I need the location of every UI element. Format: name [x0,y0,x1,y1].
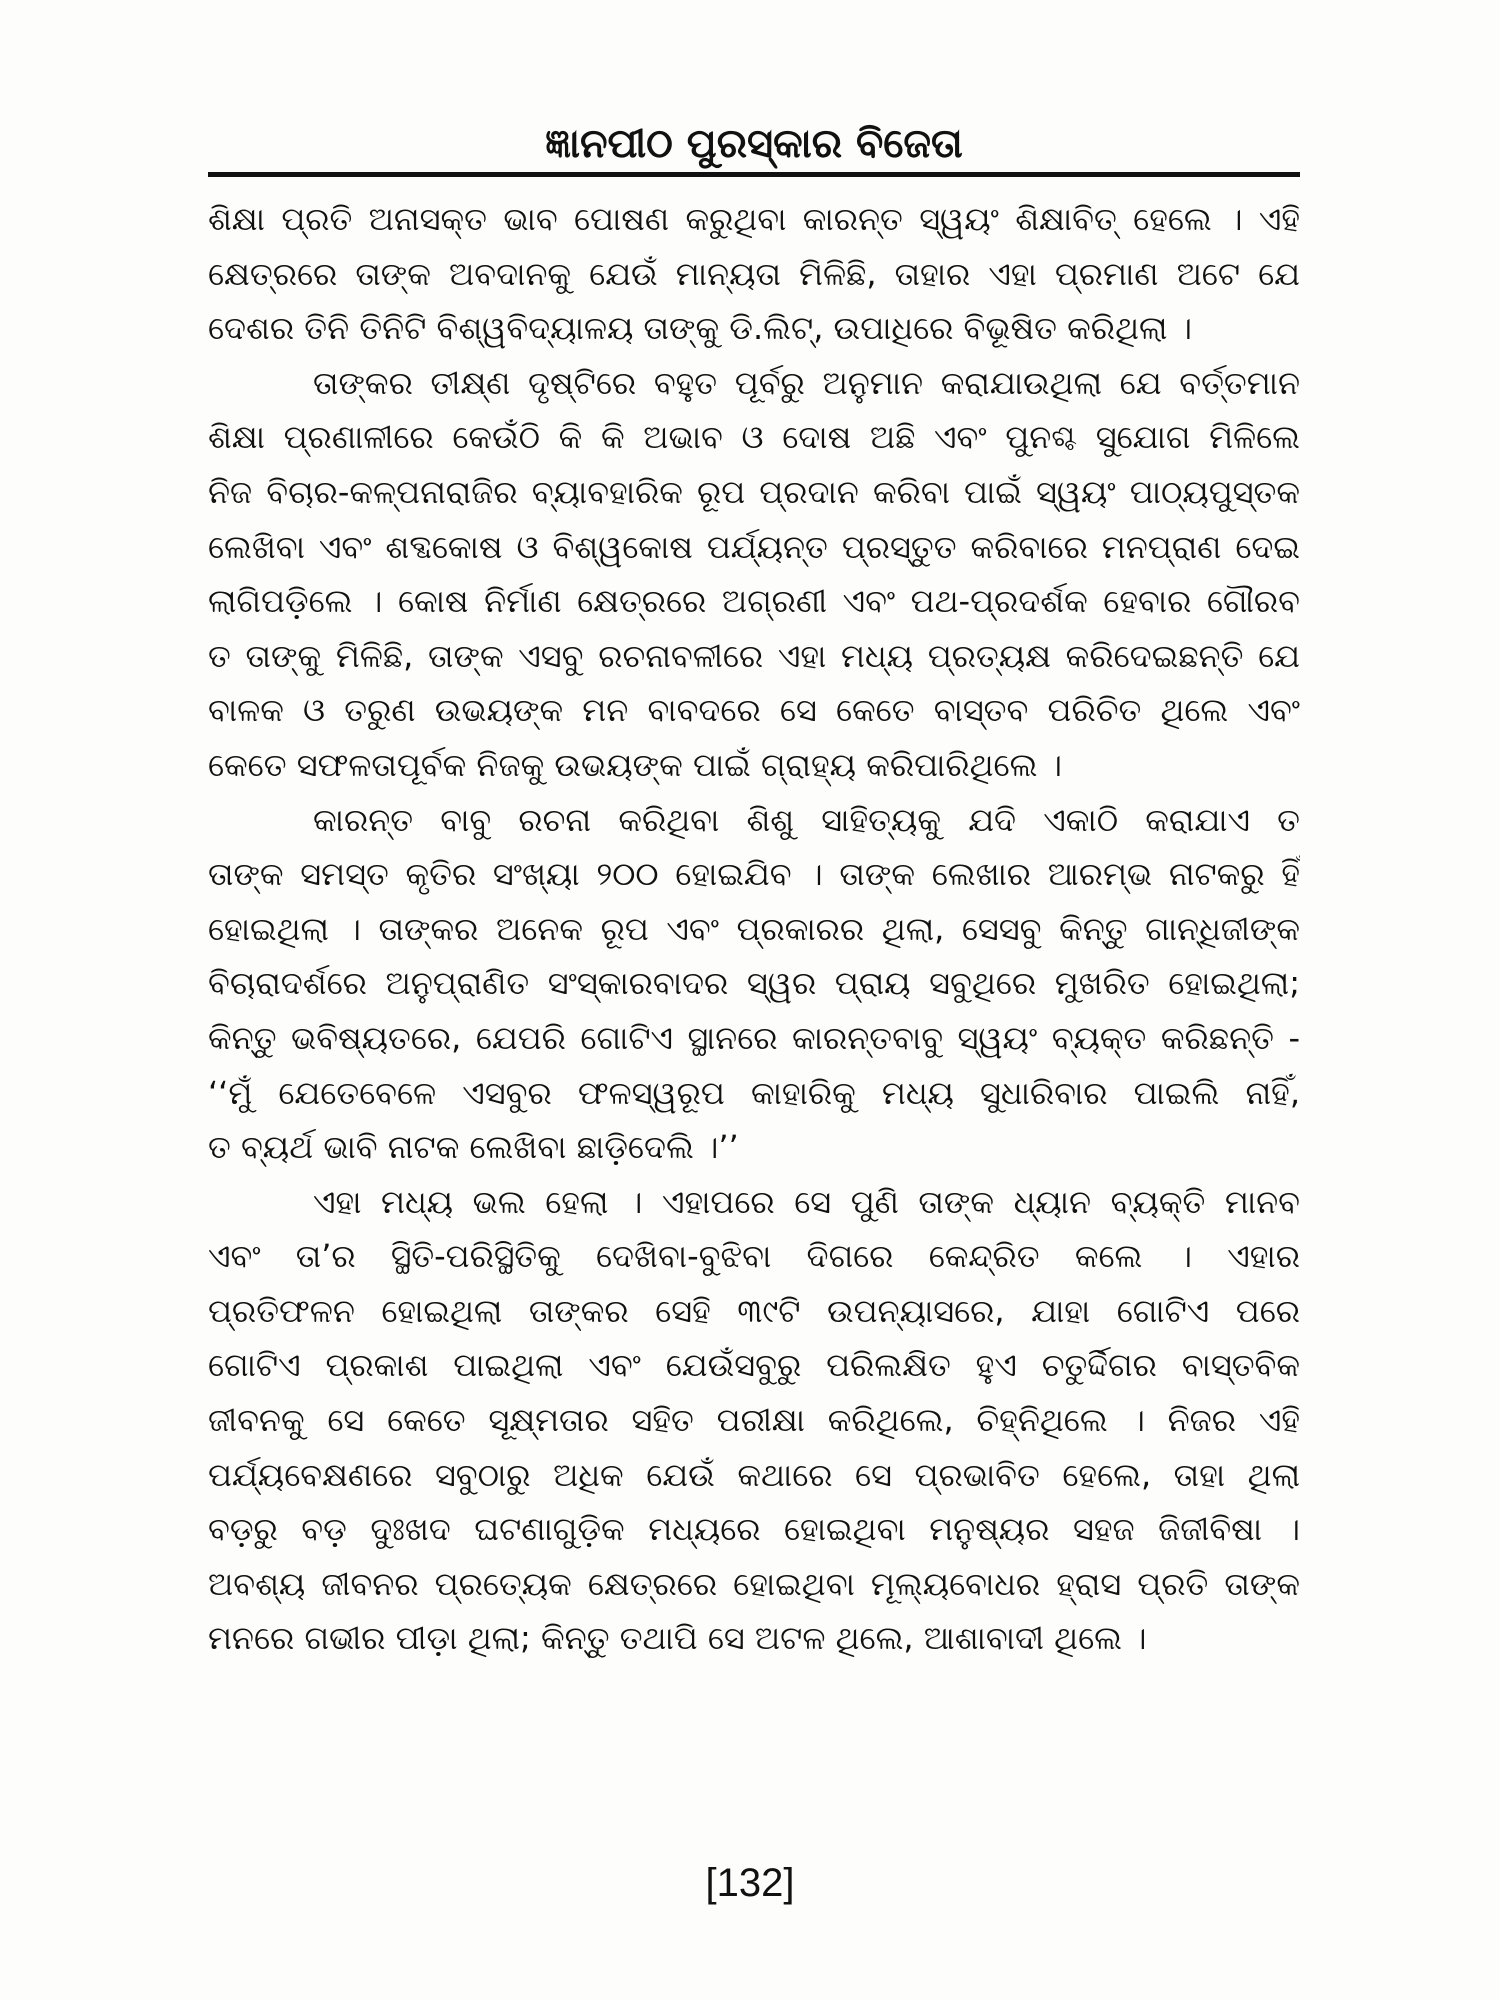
text-line: ତାଙ୍କ ସମସ୍ତ କୃତିର ସଂଖ୍ୟା ୨୦୦ ହୋଇଯିବ । ତାଙ୍କ ଲେଖାର ଆରମ୍ଭ ନାଟକରୁ ହିଁ [208,855,1300,894]
text-line: ଅବଶ୍ୟ ଜୀବନର ପ୍ରତ୍ୟେକ କ୍ଷେତ୍ରରେ ହୋଇଥିବା ମୂଲ୍ୟବୋଧର ହ୍ରାସ ପ୍ରତି ତାଙ୍କ [208,1564,1300,1603]
text-line: କାରନ୍ତ ବାବୁ ରଚନା କରିଥିବା ଶିଶୁ ସାହିତ୍ୟକୁ ଯଦି ଏକାଠି କରାଯାଏ ତ [313,800,1300,839]
text-line: ଶିକ୍ଷା ପ୍ରତି ଅନାସକ୍ତ ଭାବ ପୋଷଣ କରୁଥିବା କାରନ୍ତ ସ୍ୱୟଂ ଶିକ୍ଷାବିତ୍ ହେଲେ । ଏହି [208,200,1300,238]
text-line: ଦେଶର ତିନି ତିନିଟି ବିଶ୍ୱବିଦ୍ୟାଳୟ ତାଙ୍କୁ ଡି.ଲିଟ୍, ଉପାଧିରେ ବିଭୂଷିତ କରିଥିଲା । [208,309,1192,348]
text-line: ବଡ଼ରୁ ବଡ଼ ଦୁଃଖଦ ଘଟଣାଗୁଡ଼ିକ ମଧ୍ୟରେ ହୋଇଥିବା ମନୁଷ୍ୟର ସହଜ ଜିଜୀବିଷା । [208,1510,1300,1549]
text-line: କେତେ ସଫଳତାପୂର୍ବକ ନିଜକୁ ଉଭୟଙ୍କ ପାଇଁ ଗ୍ରାହ୍ୟ କରିପାରିଥିଲେ । [208,745,1062,784]
text-line: ତ ତାଙ୍କୁ ମିଳିଛି, ତାଙ୍କ ଏସବୁ ରଚନାବଳୀରେ ଏହା ମଧ୍ୟ ପ୍ରତ୍ୟକ୍ଷ କରିଦେଇଛନ୍ତି ଯେ [208,636,1300,675]
page-number: [132] [705,1861,795,1905]
text-line: ଏହା ମଧ୍ୟ ଭଲ ହେଲା । ଏହାପରେ ସେ ପୁଣି ତାଙ୍କ ଧ୍ୟାନ ବ୍ୟକ୍ତି ମାନବ [313,1182,1300,1221]
text-line: ପ୍ରତିଫଳନ ହୋଇଥିଲା ତାଙ୍କର ସେହି ୩୯ଟି ଉପନ୍ୟାସରେ, ଯାହା ଗୋଟିଏ ପରେ [208,1291,1300,1330]
text-line: ଲେଖିବା ଏବଂ ଶବ୍ଦକୋଷ ଓ ବିଶ୍ୱକୋଷ ପର୍ଯ୍ୟନ୍ତ ପ୍ରସ୍ତୁତ କରିବାରେ ମନପ୍ରାଣ ଦେଇ [208,527,1300,566]
text-line: ଶିକ୍ଷା ପ୍ରଣାଳୀରେ କେଉଁଠି କି କି ଅଭାବ ଓ ଦୋଷ ଅଛି ଏବଂ ପୁନଶ୍ଚ ସୁଯୋଗ ମିଳିଲେ [208,418,1300,457]
text-line: ଜୀବନକୁ ସେ କେତେ ସୂକ୍ଷ୍ମତାର ସହିତ ପରୀକ୍ଷା କରିଥିଲେ, ଚିହ୍ନିଥିଲେ । ନିଜର ଏହି [208,1401,1300,1440]
text-line: ବିଚାରାଦର୍ଶରେ ଅନୁପ୍ରାଣିତ ସଂସ୍କାରବାଦର ସ୍ୱର ପ୍ରାୟ ସବୁଥିରେ ମୁଖରିତ ହୋଇଥିଲା; [208,964,1300,1003]
header-rule [208,172,1300,177]
text-line: ମନରେ ଗଭୀର ପୀଡ଼ା ଥିଲା; କିନ୍ତୁ ତଥାପି ସେ ଅଟଳ ଥିଲେ, ଆଶାବାଦୀ ଥିଲେ । [208,1619,1147,1658]
text-line: କ୍ଷେତ୍ରରେ ତାଙ୍କ ଅବଦାନକୁ ଯେଉଁ ମାନ୍ୟତା ମିଳିଛି, ତାହାର ଏହା ପ୍ରମାଣ ଅଟେ ଯେ [208,254,1300,293]
text-line: ଏବଂ ତା’ର ସ୍ଥିତି-ପରିସ୍ଥିତିକୁ ଦେଖିବା-ବୁଝିବା ଦିଗରେ କେନ୍ଦ୍ରିତ କଲେ । ଏହାର [208,1237,1300,1276]
text-line: ଗୋଟିଏ ପ୍ରକାଶ ପାଇଥିଲା ଏବଂ ଯେଉଁସବୁରୁ ପରିଲକ୍ଷିତ ହୁଏ ଚତୁର୍ଦ୍ଦିଗର ବାସ୍ତବିକ [208,1346,1300,1385]
text-line: କିନ୍ତୁ ଭବିଷ୍ୟତରେ, ଯେପରି ଗୋଟିଏ ସ୍ଥାନରେ କାରନ୍ତବାବୁ ସ୍ୱୟଂ ବ୍ୟକ୍ତ କରିଛନ୍ତି - [208,1018,1300,1057]
text-line: ‘‘ମୁଁ ଯେତେବେଳେ ଏସବୁର ଫଳସ୍ୱରୂପ କାହାରିକୁ ମଧ୍ୟ ସୁଧାରିବାର ପାଇଲି ନାହିଁ, [208,1073,1300,1112]
text-line: ପର୍ଯ୍ୟବେକ୍ଷଣରେ ସବୁଠାରୁ ଅଧିକ ଯେଉଁ କଥାରେ ସେ ପ୍ରଭାବିତ ହେଲେ, ତାହା ଥିଲା [208,1455,1300,1494]
text-line: ହୋଇଥିଲା । ତାଙ୍କର ଅନେକ ରୂପ ଏବଂ ପ୍ରକାରର ଥିଲା, ସେସବୁ କିନ୍ତୁ ଗାନ୍ଧିଜୀଙ୍କ [208,909,1300,948]
text-line: ଲାଗିପଡ଼ିଲେ । କୋଷ ନିର୍ମାଣ କ୍ଷେତ୍ରରେ ଅଗ୍ରଣୀ ଏବଂ ପଥ-ପ୍ରଦର୍ଶକ ହେବାର ଗୌରବ [208,582,1300,621]
text-line: ନିଜ ବିଚାର-କଳ୍ପନାରାଜିର ବ୍ୟାବହାରିକ ରୂପ ପ୍ରଦାନ କରିବା ପାଇଁ ସ୍ୱୟଂ ପାଠ୍ୟପୁସ୍ତକ [208,472,1300,511]
text-line: ବାଳକ ଓ ତରୁଣ ଉଭୟଙ୍କ ମନ ବାବଦରେ ସେ କେତେ ବାସ୍ତବ ପରିଚିତ ଥିଲେ ଏବଂ [208,691,1300,730]
text-line: ତାଙ୍କର ତୀକ୍ଷ୍ଣ ଦୃଷ୍ଟିରେ ବହୁତ ପୂର୍ବରୁ ଅନୁମାନ କରାଯାଉଥିଲା ଯେ ବର୍ତ୍ତମାନ [313,363,1300,402]
text-line: ତ ବ୍ୟର୍ଥ ଭାବି ନାଟକ ଲେଖିବା ଛାଡ଼ିଦେଲି ।’’ [208,1128,739,1167]
body-text [208,192,1300,1666]
running-header: ଜ୍ଞାନପୀଠ ପୁରସ୍କାର ବିଜେତା [545,121,963,167]
